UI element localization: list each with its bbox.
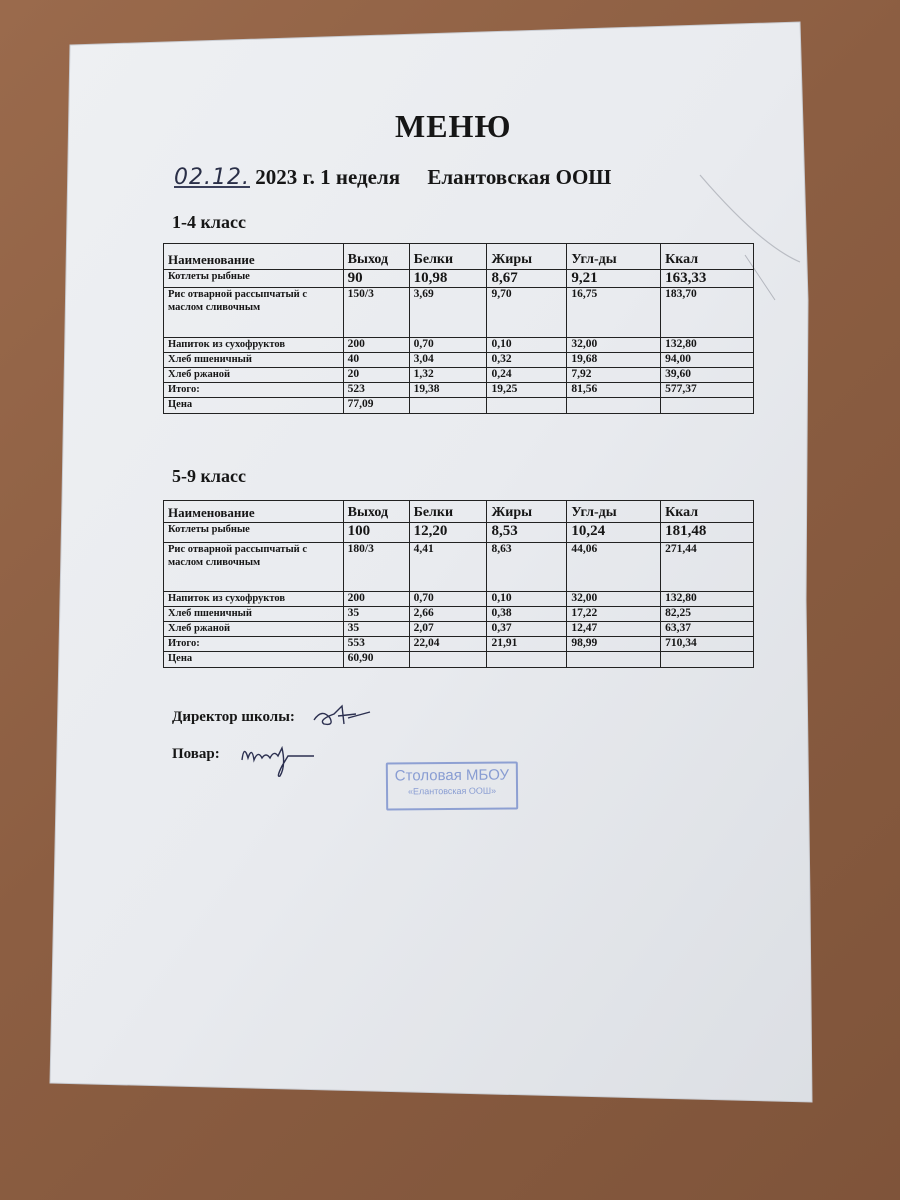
- column-header: Белки: [409, 244, 487, 270]
- stamp-line-1: Столовая МБОУ: [394, 766, 510, 785]
- cell-value: 0,38: [487, 607, 567, 622]
- dish-name: Итого:: [164, 637, 344, 652]
- column-header: Жиры: [487, 501, 567, 523]
- cell-value: 200: [343, 592, 409, 607]
- cell-value: 90: [343, 270, 409, 288]
- cell-value: 4,41: [409, 543, 487, 592]
- cell-value: 19,68: [567, 353, 661, 368]
- cell-value: 35: [343, 622, 409, 637]
- cook-signature: [236, 736, 326, 782]
- cell-value: 22,04: [409, 637, 487, 652]
- column-header: Угл-ды: [567, 501, 661, 523]
- table-row: [164, 592, 754, 607]
- cell-value: 200: [343, 338, 409, 353]
- dish-name: Цена: [164, 398, 344, 414]
- table-row-total: [164, 383, 754, 398]
- section-label-5-9: 5-9 класс: [172, 466, 246, 486]
- cell-value: 132,80: [661, 592, 754, 607]
- cell-value: 10,98: [409, 270, 487, 288]
- cell-value: 1,32: [409, 368, 487, 383]
- cell-value: [567, 398, 661, 414]
- date-week: 2023 г. 1 неделя: [255, 165, 401, 189]
- column-header: Наименование: [164, 244, 344, 270]
- cell-value: 523: [343, 383, 409, 398]
- cell-value: 60,90: [343, 652, 409, 668]
- cell-value: 132,80: [661, 338, 754, 353]
- column-header: Выход: [343, 244, 409, 270]
- cell-value: [409, 398, 487, 414]
- table-row-total: [164, 637, 754, 652]
- dish-name: Напиток из сухофруктов: [164, 338, 344, 353]
- cell-value: 8,63: [487, 543, 567, 592]
- dish-name: Хлеб пшеничный: [164, 607, 344, 622]
- dish-name: Хлеб ржаной: [164, 622, 344, 637]
- table-row: [164, 270, 754, 288]
- stamp-line-2: «Елантовская ООШ»: [407, 785, 497, 797]
- dish-name: Цена: [164, 652, 344, 668]
- table-row: [164, 523, 754, 543]
- handwritten-date: 02.12.: [174, 165, 250, 190]
- cell-value: 8,67: [487, 270, 567, 288]
- cook-signature-label: Повар:: [172, 746, 220, 762]
- cell-value: 32,00: [567, 338, 661, 353]
- cell-value: 63,37: [661, 622, 754, 637]
- cell-value: 271,44: [661, 543, 754, 592]
- menu-table-1-4: [163, 243, 754, 414]
- table-row: [164, 353, 754, 368]
- dish-name: Хлеб пшеничный: [164, 353, 344, 368]
- document-title: МЕНЮ: [395, 108, 512, 144]
- cell-value: 81,56: [567, 383, 661, 398]
- cell-value: 180/3: [343, 543, 409, 592]
- cell-value: 12,47: [567, 622, 661, 637]
- column-header: Выход: [343, 501, 409, 523]
- cell-value: 0,32: [487, 353, 567, 368]
- cell-value: 3,69: [409, 288, 487, 338]
- cell-value: 82,25: [661, 607, 754, 622]
- cell-value: 2,07: [409, 622, 487, 637]
- cell-value: [661, 398, 754, 414]
- cell-value: 553: [343, 637, 409, 652]
- cell-value: 9,70: [487, 288, 567, 338]
- cell-value: 183,70: [661, 288, 754, 338]
- column-header: Ккал: [661, 244, 754, 270]
- cell-value: 7,92: [567, 368, 661, 383]
- table-header-row: [164, 244, 754, 270]
- cell-value: 577,37: [661, 383, 754, 398]
- cell-value: 3,04: [409, 353, 487, 368]
- cell-value: 8,53: [487, 523, 567, 543]
- cell-value: 10,24: [567, 523, 661, 543]
- cell-value: 100: [343, 523, 409, 543]
- column-header: Белки: [409, 501, 487, 523]
- cell-value: 19,25: [487, 383, 567, 398]
- menu-table-5-9: [163, 500, 754, 668]
- cell-value: 40: [343, 353, 409, 368]
- director-signature-label: Директор школы:: [172, 709, 295, 725]
- dish-name: Рис отварной рассыпчатый с маслом сливочным: [164, 543, 344, 592]
- director-signature: [308, 700, 378, 732]
- cell-value: 94,00: [661, 353, 754, 368]
- cell-value: 12,20: [409, 523, 487, 543]
- cell-value: 2,66: [409, 607, 487, 622]
- cell-value: 0,37: [487, 622, 567, 637]
- cell-value: 16,75: [567, 288, 661, 338]
- cell-value: 0,70: [409, 338, 487, 353]
- cell-value: 21,91: [487, 637, 567, 652]
- table-row: [164, 368, 754, 383]
- table-row: [164, 338, 754, 353]
- dish-name: Котлеты рыбные: [164, 523, 344, 543]
- document-subtitle: [174, 165, 611, 190]
- section-label-1-4: 1-4 класс: [172, 212, 246, 232]
- cell-value: [409, 652, 487, 668]
- cell-value: 9,21: [567, 270, 661, 288]
- dish-name: Напиток из сухофруктов: [164, 592, 344, 607]
- cell-value: 710,34: [661, 637, 754, 652]
- cell-value: [487, 398, 567, 414]
- school-name: Елантовская ООШ: [427, 165, 612, 189]
- dish-name: Хлеб ржаной: [164, 368, 344, 383]
- dish-name: Итого:: [164, 383, 344, 398]
- table-row: [164, 607, 754, 622]
- dish-name: Рис отварной рассыпчатый с маслом сливочным: [164, 288, 344, 338]
- canteen-stamp: [386, 761, 518, 810]
- table-row-price: [164, 652, 754, 668]
- column-header: Ккал: [661, 501, 754, 523]
- cell-value: 77,09: [343, 398, 409, 414]
- cell-value: 20: [343, 368, 409, 383]
- cell-value: 98,99: [567, 637, 661, 652]
- cell-value: 19,38: [409, 383, 487, 398]
- cell-value: 35: [343, 607, 409, 622]
- cell-value: [661, 652, 754, 668]
- table-row-price: [164, 398, 754, 414]
- cell-value: 181,48: [661, 523, 754, 543]
- cell-value: 44,06: [567, 543, 661, 592]
- column-header: Жиры: [487, 244, 567, 270]
- cell-value: [567, 652, 661, 668]
- dish-name: Котлеты рыбные: [164, 270, 344, 288]
- cell-value: 0,24: [487, 368, 567, 383]
- cell-value: 163,33: [661, 270, 754, 288]
- cell-value: 32,00: [567, 592, 661, 607]
- cell-value: 39,60: [661, 368, 754, 383]
- cell-value: 0,10: [487, 592, 567, 607]
- table-row: [164, 288, 754, 338]
- table-header-row: [164, 501, 754, 523]
- table-row: [164, 622, 754, 637]
- cell-value: [487, 652, 567, 668]
- column-header: Угл-ды: [567, 244, 661, 270]
- cell-value: 0,70: [409, 592, 487, 607]
- cell-value: 150/3: [343, 288, 409, 338]
- column-header: Наименование: [164, 501, 344, 523]
- table-row: [164, 543, 754, 592]
- cell-value: 0,10: [487, 338, 567, 353]
- cell-value: 17,22: [567, 607, 661, 622]
